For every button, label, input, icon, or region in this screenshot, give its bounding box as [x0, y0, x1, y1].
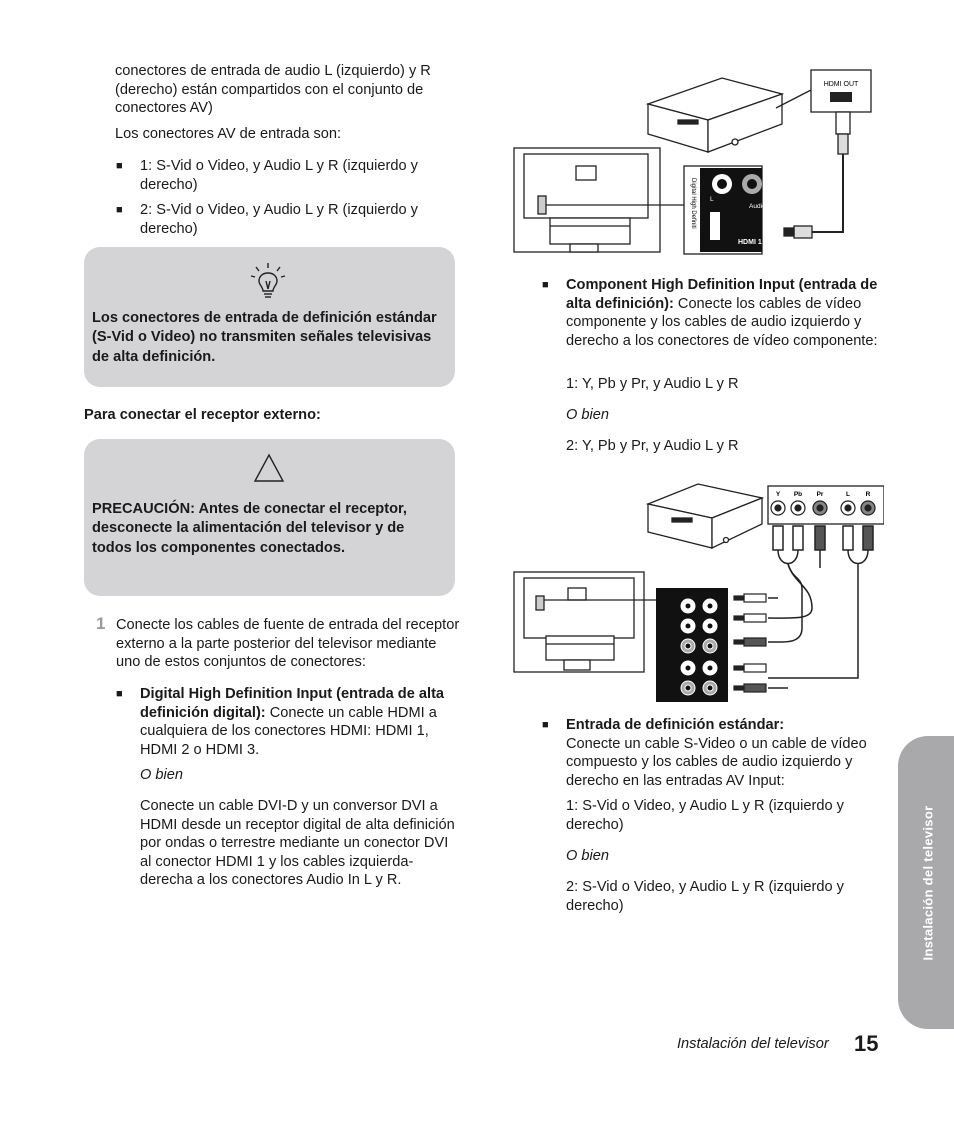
- svg-text:Pb: Pb: [793, 491, 803, 498]
- tv-rear-panel: [514, 572, 656, 672]
- hdmi-input-title: Digital High Definition Input (entrada de alta definición digital):: [140, 686, 445, 721]
- chapter-side-tab-label: Instalación del televisor: [920, 805, 936, 960]
- hdmi-or-label: O bien: [140, 767, 183, 783]
- svg-text:Pr: Pr: [816, 491, 824, 498]
- step-1-text: Conecte los cables de fuente de entrada del receptor externo a la parte posterior del televisor mediante uno de estos conjuntos de conectores:: [116, 617, 460, 671]
- component-input-title: Component High Definition Input (entrada de alta definición):: [566, 277, 878, 312]
- sd-input-text: Conecte un cable S-Video o un cable de vídeo compuesto y los cables de audio izquierdo y derecho en las entradas AV Input:: [566, 735, 867, 789]
- bullet-marker: ■: [116, 160, 123, 172]
- svg-text:HDMI OUT: HDMI OUT: [823, 81, 859, 88]
- component-input-panel: [656, 588, 728, 702]
- connect-receiver-heading: Para conectar el receptor externo:: [84, 407, 321, 423]
- receiver-device: [648, 78, 782, 152]
- component-output-panel: [768, 486, 884, 524]
- svg-text:HDMI 1: HDMI 1: [738, 239, 762, 246]
- svg-text:Digital High Definiti: Digital High Definiti: [690, 178, 696, 229]
- hdmi-out-callout: [776, 70, 871, 112]
- sd-or-label: O bien: [566, 848, 609, 864]
- sd-option-2: 2: S-Vid o Video, y Audio L y R (izquierdo y derecho): [566, 879, 844, 914]
- sd-input-description: [566, 716, 881, 790]
- svg-text:Y: Y: [775, 491, 781, 498]
- tip-box: [84, 247, 455, 387]
- receiver-device: [648, 484, 762, 548]
- hdmi-input-panel: [684, 166, 774, 254]
- component-or-label: O bien: [566, 407, 609, 423]
- hdmi-connection-diagram: [512, 68, 874, 258]
- av-connectors-paragraph: Los conectores AV de entrada son:: [115, 126, 342, 142]
- component-input-description: [566, 276, 881, 350]
- cable-plugs: [734, 594, 766, 692]
- hdmi-input-description: [140, 685, 455, 759]
- sd-option-1: 1: S-Vid o Video, y Audio L y R (izquierdo y derecho): [566, 798, 844, 833]
- component-option-1: 1: Y, Pb y Pr, y Audio L y R: [566, 376, 739, 392]
- bullet-marker: ■: [542, 279, 549, 291]
- chapter-side-tab: [898, 736, 954, 1029]
- bullet-marker: ■: [542, 719, 549, 731]
- svg-text:Audio In: Audio In: [749, 203, 773, 210]
- svg-text:R: R: [769, 196, 774, 203]
- footer-section-title: Instalación del televisor: [677, 1036, 829, 1052]
- component-option-2: 2: Y, Pb y Pr, y Audio L y R: [566, 438, 739, 454]
- caution-box: [84, 439, 455, 596]
- dvi-description: Conecte un cable DVI-D y un conversor DVI a HDMI desde un receptor digital de alta definición por ondas o terrestre mediante un conector DVI al conector HDMI 1 y los cables izquierda-derecha a los conectores Audio In L y R.: [140, 798, 455, 889]
- bullet-marker: ■: [116, 688, 123, 700]
- av-bullet-2: 2: S-Vid o Video, y Audio L y R (izquierdo y derecho): [140, 202, 418, 237]
- tip-text: Los conectores de entrada de definición estándar (S-Vid o Video) no transmiten señales televisivas de alta definición.: [92, 310, 437, 365]
- caution-text: PRECAUCIÓN: Antes de conectar el receptor, desconecte la alimentación del televisor y de todos los componentes conectados.: [92, 501, 407, 556]
- step-number: 1: [96, 614, 106, 633]
- component-input-text: Conecte los cables de vídeo componente y los cables de audio izquierdo y derecho a los conectores de vídeo componente:: [566, 295, 878, 349]
- sd-input-title: Entrada de definición estándar:: [566, 717, 785, 733]
- svg-text:L: L: [710, 196, 714, 203]
- component-connection-diagram: [512, 478, 884, 704]
- lightbulb-icon: [248, 261, 288, 301]
- tv-rear-panel: [514, 148, 684, 252]
- component-cables: [768, 526, 873, 688]
- hdmi-input-text: Conecte un cable HDMI a cualquiera de los conectores HDMI: HDMI 1, HDMI 2 o HDMI 3.: [140, 704, 437, 758]
- warning-triangle-icon: [253, 453, 285, 483]
- intro-paragraph: conectores de entrada de audio L (izquierdo) y R (derecho) están compartidos con el conjunto de conectores AV): [115, 63, 431, 117]
- hdmi-cable: [784, 112, 850, 238]
- bullet-marker: ■: [116, 204, 123, 216]
- page-number: 15: [854, 1031, 879, 1056]
- svg-text:L: L: [846, 491, 850, 498]
- svg-text:R: R: [865, 491, 871, 498]
- av-bullet-1: 1: S-Vid o Video, y Audio L y R (izquierdo y derecho): [140, 158, 418, 193]
